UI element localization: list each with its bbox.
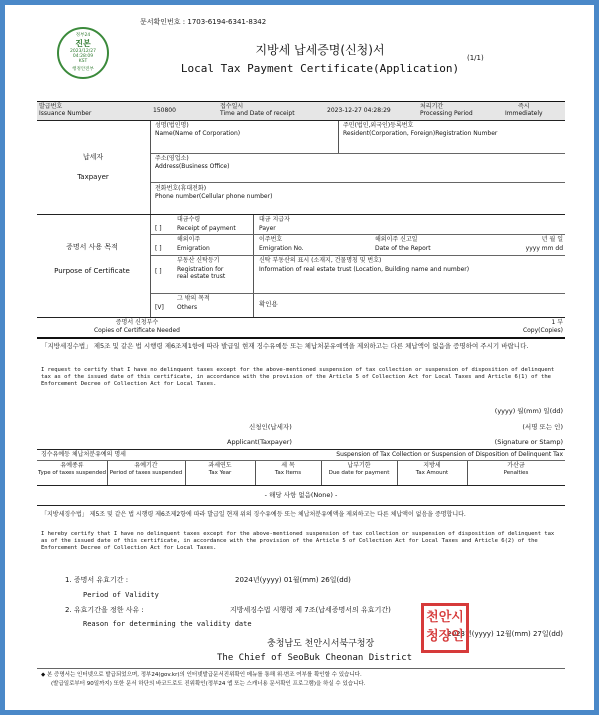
emigration-ymd-en: yyyy mm dd	[525, 245, 563, 252]
purpose-label-en: Purpose of Certificate	[54, 267, 130, 275]
applicant-label-ko: 신청인(납세자)	[249, 423, 292, 431]
suspension-col-6-ko: 가산금	[507, 462, 525, 469]
validity-value: 2024년(yyyy) 01월(mm) 26일(dd)	[235, 576, 351, 584]
suspension-col-1-en: Period of taxes suspended	[109, 470, 183, 476]
receipt-value: 2023-12-27 04:28:29	[327, 107, 391, 114]
purpose-trust-en1: Registration for	[177, 266, 224, 273]
regno-label-en: Resident(Corporation, Foreign)Registration Number	[343, 130, 498, 137]
stamp-line1: 천안시	[426, 610, 464, 625]
footer-line1: ◆ 본 증명서는 인터넷으로 발급되었으며, 정부24(gov.kr)의 인터넷발급문서진위확인 메뉴를 통해 위·변조 여부를 확인할 수 있습니다.	[41, 672, 362, 678]
emigration-date-en: Date of the Report	[375, 245, 431, 252]
suspension-col-divider	[255, 461, 256, 485]
suspension-title-en: Suspension of Tax Collection or Suspension of Disposition of Delinquent Tax	[336, 451, 563, 458]
suspension-col-divider	[321, 461, 322, 485]
purpose-receipt-ko: 대금수령	[177, 216, 201, 223]
purpose-label-ko: 증명서 사용 목적	[66, 243, 118, 251]
purpose-receipt-en: Receipt of payment	[177, 225, 236, 232]
seal-arc-top: 정부24	[75, 33, 91, 38]
suspension-title-ko: 징수유예등 체납처분유예의 명세	[41, 451, 126, 458]
title-english: Local Tax Payment Certificate(Application)	[180, 62, 460, 75]
sign-label-en: (Signature or Stamp)	[494, 438, 563, 446]
copies-label-en: Copies of Certificate Needed	[93, 327, 180, 334]
suspension-col-0-en: Type of taxes suspended	[38, 470, 106, 476]
certificate-paper	[5, 5, 594, 710]
request-text-ko: 「지방세징수법」 제5조 및 같은 법 시행령 제6조제1항에 따라 발급일 현재 징수유예등 또는 체납처분유예액을 제외하고는 다른 체납액이 없음을 증명하여 주시기 바랍니다.	[41, 342, 529, 350]
purpose-check-trust[interactable]: [ ]	[155, 268, 162, 275]
seal-label: 진본	[75, 39, 91, 48]
suspension-none: - 해당 사항 없음(None) -	[264, 491, 338, 499]
certify-text-en: I hereby certify that I have no delinquent taxes except for the above-mentioned suspension of tax collection or suspension of disposition of delinquent tax as of the issued date of this certificate, in accordance with the provision of the Article 5 of Collection Act for Local Taxes and Article 6(2) of the Enforcement Decree of Collection Act for Local Taxes.	[41, 531, 555, 551]
purpose-emigration-en: Emigration	[177, 245, 210, 252]
suspension-col-5-en: Tax Amount	[415, 470, 449, 476]
address-label-ko: 주소(영업소)	[155, 155, 189, 162]
issue-date: 2023년(yyyy) 12월(mm) 27일(dd)	[447, 630, 563, 638]
certify-text-ko: 「지방세징수법」 제5조 및 같은 법 시행령 제6조제2항에 따라 발급일 현재 위의 징수유예등 또는 체납처분유예액을 제외하고는 다른 체납액이 없음을 증명합니다.	[41, 511, 466, 518]
processing-value-en: Immediately	[505, 110, 543, 117]
emigration-date-ko: 해외이주 신고일	[375, 236, 418, 243]
sign-label-ko: (서명 또는 인)	[522, 423, 563, 431]
phone-label-en: Phone number(Cellular phone number)	[155, 193, 273, 200]
copies-value-ko: 1 부	[551, 319, 563, 326]
address-label-en: Address(Business Office)	[155, 163, 230, 170]
taxpayer-label-ko: 납세자	[82, 153, 104, 161]
seal-arc-bottom: 행정안전부	[72, 67, 94, 72]
validity-reason-en: Reason for determining the validity date	[83, 620, 252, 628]
authenticity-seal	[57, 27, 109, 79]
issuance-number-label-en: Issuance Number	[39, 110, 92, 117]
validity-reason-ko: 2. 유효기간을 정한 사유 :	[65, 606, 144, 614]
suspension-col-divider	[467, 461, 468, 485]
suspension-col-divider	[185, 461, 186, 485]
emigration-no-ko: 이주번호	[259, 236, 283, 243]
page-count: (1/1)	[467, 54, 484, 62]
suspension-col-3-en: Tax Items	[274, 470, 302, 476]
suspension-col-6-en: Penalties	[503, 470, 529, 476]
copies-label-ko: 증명서 신청부수	[115, 319, 159, 326]
emigration-no-en: Emigration No.	[259, 245, 304, 252]
suspension-col-divider	[107, 461, 108, 485]
issuer-name-en: The Chief of SeoBuk Cheonan District	[217, 653, 413, 663]
purpose-trust-ko: 부동산 신탁등기	[177, 257, 220, 264]
purpose-trust-en2: real estate trust	[177, 273, 226, 280]
suspension-col-0-ko: 유예종류	[60, 462, 84, 469]
taxpayer-label-en: Taxpayer	[77, 173, 109, 181]
purpose-emigration-ko: 해외이주	[177, 236, 201, 243]
suspension-col-5-ko: 지방세	[423, 462, 441, 469]
issuer-name-ko: 충청남도 천안시서북구청장	[267, 639, 375, 649]
suspension-col-3-ko: 세 목	[281, 462, 295, 469]
suspension-col-4-en: Due date for payment	[328, 470, 390, 476]
trust-info-ko: 신탁 부동산의 표시 (소재지, 건물명칭 및 번호)	[259, 257, 382, 264]
emigration-ymd-ko: 년 월 일	[541, 236, 563, 243]
stamp-line2: 청장인	[426, 629, 464, 644]
copies-value-en: Copy(Copies)	[522, 327, 563, 334]
payer-label-ko: 대금 지급자	[259, 216, 290, 223]
validity-reason-value: 지방세징수법 시행령 제 7조(납세증명서의 유효기간)	[230, 606, 391, 614]
document-number: 문서확인번호 : 1703-6194-6341-8342	[140, 18, 267, 26]
suspension-col-1-ko: 유예기간	[134, 462, 158, 469]
applicant-label-en: Applicant(Taxpayer)	[227, 438, 292, 446]
official-stamp	[421, 603, 469, 653]
title-korean: 지방세 납세증명(신청)서	[255, 43, 385, 57]
receipt-label-ko: 접수일시	[220, 103, 244, 110]
trust-info-en: Information of real estate trust (Location, Building name and number)	[259, 266, 470, 273]
validity-label-ko: 1. 증명서 유효기간 :	[65, 576, 129, 584]
request-text-en: I request to certify that I have no delinquent taxes except for the above-mentioned suspension of tax collection or suspension of disposition of delinquent tax as of the issued date of this certificate, in accordance with the provision of the Article 5 of Collection Act for Local Taxes and Article 6(1) of the Enforcement Decree of Collection Act for Local Taxes.	[41, 367, 555, 387]
purpose-others-value: 확인용	[259, 300, 278, 308]
suspension-col-4-ko: 납부기한	[347, 462, 371, 469]
receipt-label-en: Time and Date of receipt	[220, 110, 295, 117]
issuance-number-label-ko: 발급번호	[39, 103, 63, 110]
seal-date: 2023/12/27	[70, 49, 96, 54]
suspension-col-2-en: Tax Year	[208, 470, 232, 476]
suspension-col-2-ko: 과세연도	[208, 462, 232, 469]
payer-label-en: Payer	[259, 225, 276, 232]
suspension-col-divider	[397, 461, 398, 485]
purpose-check-others[interactable]: [V]	[155, 304, 164, 311]
purpose-check-receipt[interactable]: [ ]	[155, 225, 162, 232]
name-label-en: Name(Name of Corporation)	[155, 130, 241, 137]
phone-label-ko: 전화번호(휴대전화)	[155, 185, 207, 192]
validity-label-en: Period of Validity	[83, 591, 159, 599]
purpose-others-en: Others	[177, 304, 198, 311]
processing-label-en: Processing Period	[420, 110, 473, 117]
footer-line2: (발급일로부터 90일까지) 또한 문서 하단의 바코드로도 진위확인(정부24 앱 또는 스캐너용 문서확인 프로그램)을 하실 수 있습니다.	[51, 681, 366, 687]
purpose-others-ko: 그 밖의 목적	[177, 295, 210, 302]
processing-value-ko: 즉시	[518, 103, 530, 110]
processing-label-ko: 처리기간	[420, 103, 444, 110]
purpose-check-emigration[interactable]: [ ]	[155, 245, 162, 252]
seal-time: 04:28:09	[72, 54, 94, 59]
name-label-ko: 성명(법인명)	[155, 122, 189, 129]
request-date-line: (yyyy) 월(mm) 일(dd)	[494, 407, 563, 415]
seal-code: KST	[78, 59, 88, 64]
issuance-number-value: 150800	[153, 107, 176, 114]
regno-label-ko: 주민(법인,외국인)등록번호	[343, 122, 414, 129]
